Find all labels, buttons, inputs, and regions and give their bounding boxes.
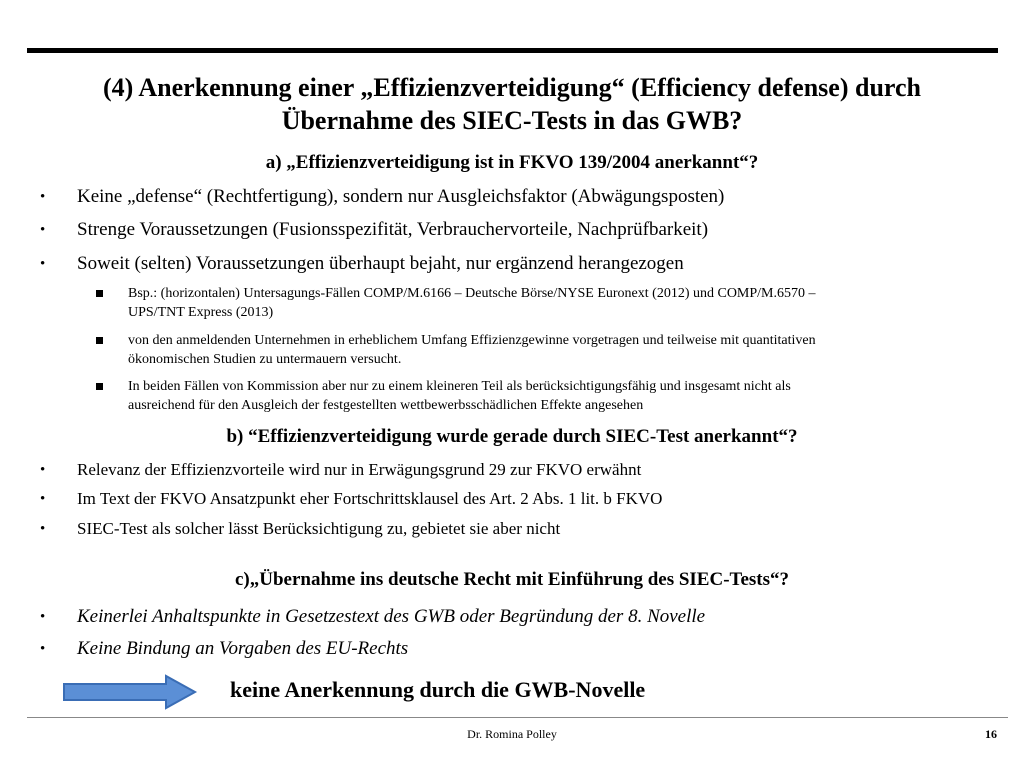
subbullet-line: ökonomischen Studien zu untermauern versucht. bbox=[128, 352, 402, 367]
bullet-text: Relevanz der Effizienzvorteile wird nur in Erwägungsgrund 29 zur FKVO erwähnt bbox=[77, 460, 642, 479]
bullet-dot-icon: • bbox=[40, 256, 46, 272]
footer-author: Dr. Romina Polley bbox=[467, 727, 557, 741]
section-b-heading: b) “Effizienzverteidigung wurde gerade durch SIEC-Test anerkannt“? bbox=[226, 426, 798, 447]
top-rule bbox=[27, 48, 998, 53]
square-bullet-icon bbox=[96, 383, 103, 390]
bullet-text: Soweit (selten) Voraussetzungen überhaupt bejaht, nur ergänzend herangezogen bbox=[77, 253, 684, 274]
bullet-text: Keinerlei Anhaltspunkte in Gesetzestext des GWB oder Begründung der 8. Novelle bbox=[77, 606, 706, 627]
bullet-dot-icon: • bbox=[40, 641, 46, 657]
bullet-text: Im Text der FKVO Ansatzpunkt eher Fortschrittsklausel des Art. 2 Abs. 1 lit. b FKVO bbox=[77, 489, 663, 508]
bullet-text: SIEC-Test als solcher lässt Berücksichtigung zu, gebietet sie aber nicht bbox=[77, 519, 561, 538]
bottom-rule bbox=[27, 717, 1008, 718]
right-arrow-icon bbox=[62, 674, 198, 710]
bullet-dot-icon: • bbox=[40, 189, 46, 205]
bullet-dot-icon: • bbox=[40, 222, 46, 238]
bullet-text: Keine Bindung an Vorgaben des EU-Rechts bbox=[77, 638, 409, 659]
slide-title-line-2: Übernahme des SIEC-Tests in das GWB? bbox=[281, 106, 743, 135]
bullet-text: Keine „defense“ (Rechtfertigung), sondern nur Ausgleichsfaktor (Abwägungsposten) bbox=[77, 186, 725, 207]
bullet-dot-icon: • bbox=[40, 462, 46, 478]
section-c-heading: c)„Übernahme ins deutsche Recht mit Einführung des SIEC-Tests“? bbox=[234, 569, 790, 590]
subbullet-line: Bsp.: (horizontalen) Untersagungs-Fällen COMP/M.6166 – Deutsche Börse/NYSE Euronext (2012) und COMP/M.6570 – bbox=[128, 286, 816, 301]
slide-title-line-1: (4) Anerkennung einer „Effizienzverteidigung“ (Efficiency defense) durch bbox=[103, 73, 921, 102]
subbullet-line: UPS/TNT Express (2013) bbox=[128, 305, 274, 320]
bullet-dot-icon: • bbox=[40, 609, 46, 625]
bullet-text: Strenge Voraussetzungen (Fusionsspezifität, Verbrauchervorteile, Nachprüfbarkeit) bbox=[77, 219, 709, 240]
slide-title bbox=[40, 71, 984, 137]
conclusion-text: keine Anerkennung durch die GWB-Novelle bbox=[230, 677, 646, 702]
square-bullet-icon bbox=[96, 290, 103, 297]
section-a-heading: a) „Effizienzverteidigung ist in FKVO 139/2004 anerkannt“? bbox=[265, 152, 759, 173]
bullet-dot-icon: • bbox=[40, 521, 46, 537]
page-number: 16 bbox=[985, 727, 997, 741]
subbullet-line: ausreichend für den Ausgleich der festgestellten wettbewerbsschädlichen Effekte angesehen bbox=[128, 398, 644, 413]
bullet-dot-icon: • bbox=[40, 491, 46, 507]
square-bullet-icon bbox=[96, 337, 103, 344]
subbullet-line: In beiden Fällen von Kommission aber nur zu einem kleineren Teil als berücksichtigungsfähig und insgesamt nicht als bbox=[128, 379, 791, 394]
subbullet-line: von den anmeldenden Unternehmen in erheblichem Umfang Effizienzgewinne vorgetragen und teilweise mit quantitativen bbox=[128, 333, 816, 348]
